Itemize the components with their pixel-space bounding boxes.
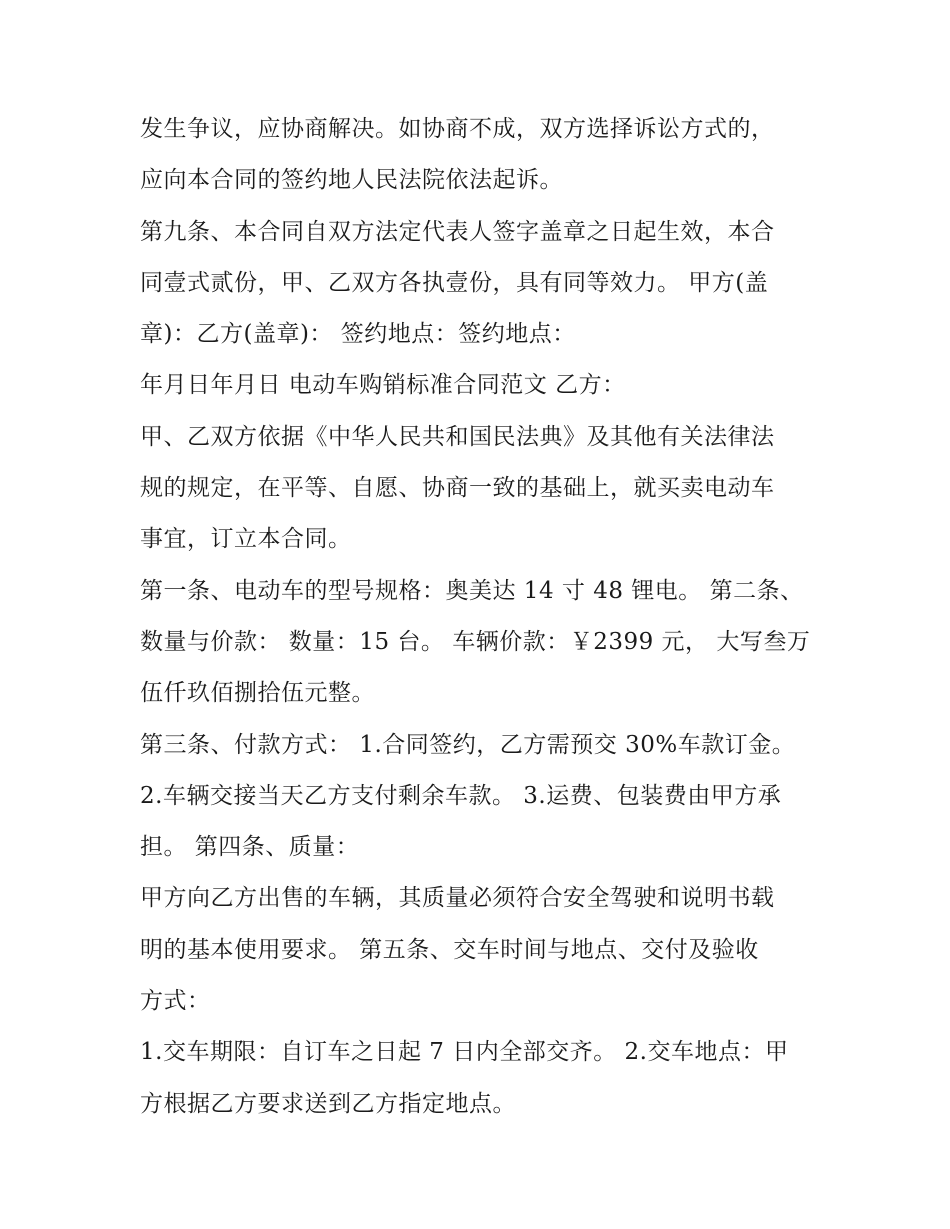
text-line: 第三条、付款方式： 1.合同签约，乙方需预交 30%车款订金。 (140, 731, 796, 758)
text-line: 事宜，订立本合同。 (140, 526, 352, 553)
text-line: 第九条、本合同自双方法定代表人签字盖章之日起生效，本合 (140, 218, 775, 245)
text-line: 明的基本使用要求。 第五条、交车时间与地点、交付及验收 (140, 936, 759, 963)
text-line: 担。 第四条、质量： (140, 834, 360, 861)
text-line: 同壹式贰份，甲、乙双方各执壹份，具有同等效力。 甲方(盖 (140, 269, 769, 296)
text-line: 甲、乙双方依据《中华人民共和国民法典》及其他有关法律法 (140, 423, 775, 450)
text-line: 数量与价款： 数量：15 台。 车辆价款：￥2399 元， 大写叁万 (140, 628, 811, 655)
text-line: 规的规定，在平等、自愿、协商一致的基础上，就买卖电动车 (140, 475, 775, 502)
text-line: 方式： (140, 988, 211, 1015)
text-line: 年月日年月日 电动车购销标准合同范文 乙方： (140, 372, 626, 399)
text-line: 章)：乙方(盖章)： 签约地点：签约地点： (140, 321, 576, 348)
text-line: 发生争议，应协商解决。如协商不成，双方选择诉讼方式的， (140, 116, 775, 142)
text-line: 应向本合同的签约地人民法院依法起诉。 (140, 167, 563, 194)
text-line: 第一条、电动车的型号规格：奥美达 14 寸 48 锂电。 第二条、 (140, 577, 804, 604)
document-body (140, 104, 820, 1130)
text-line: 方根据乙方要求送到乙方指定地点。 (140, 1090, 516, 1117)
text-line: 甲方向乙方出售的车辆，其质量必须符合安全驾驶和说明书载 (140, 885, 775, 912)
text-line: 伍仟玖佰捌拾伍元整。 (140, 680, 375, 707)
text-line: 2.车辆交接当天乙方支付剩余车款。 3.运费、包装费由甲方承 (140, 782, 782, 809)
text-line: 1.交车期限：自订车之日起 7 日内全部交齐。 2.交车地点：甲 (140, 1039, 789, 1066)
